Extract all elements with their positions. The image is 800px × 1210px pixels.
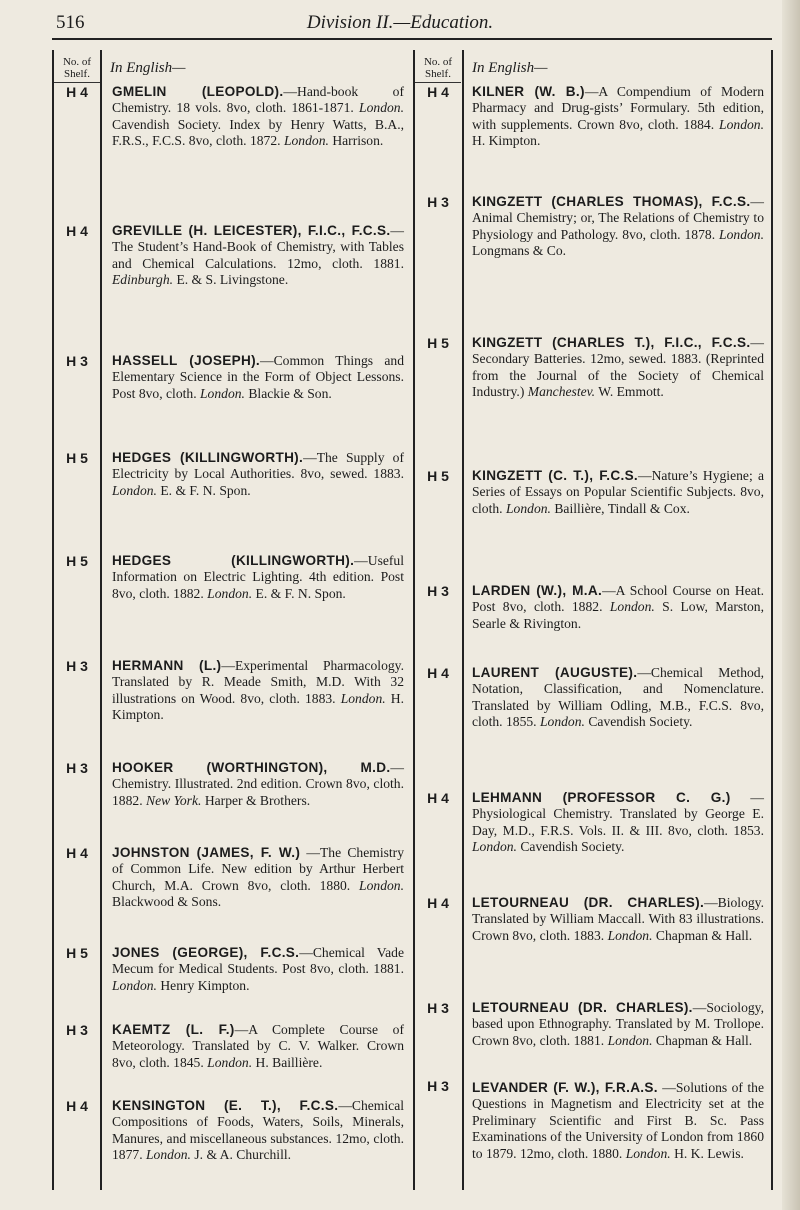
entry-text: —Chemical Vade Mecum for Medical Students. Post 8vo, cloth. 1881. <box>112 945 404 977</box>
header-rule <box>52 38 772 40</box>
entry-heading: JOHNSTON (JAMES, F. W.) <box>112 845 301 860</box>
entry-text: —Useful Information on Electric Lighting. 4th edition. Post 8vo, cloth. 1882. <box>112 553 404 601</box>
shelf-mark: H 4 <box>66 223 88 239</box>
entry-publisher: Cavendish Society. Index by Henry Watts, B.A., F.R.S., F.C.S. 8vo, cloth. 1872. <box>112 116 404 149</box>
catalogue-entry <box>112 1098 404 1164</box>
entry-text: —Common Things and Elementary Science in the Form of Object Lessons. Post 8vo, cloth. <box>112 353 405 401</box>
entry-heading: LETOURNEAU (DR. CHARLES). <box>472 895 705 910</box>
shelf-mark: H 4 <box>427 790 449 806</box>
entry-place: London. <box>719 116 764 132</box>
entry-text: —Experimental Pharmacology. Translated by R. Meade Smith, M.D. With 32 illustrations on Wood. 8vo, cloth. 1883. <box>112 658 404 706</box>
catalogue-entry <box>112 84 404 150</box>
entry-heading: HASSELL (JOSEPH). <box>112 353 260 368</box>
catalogue-entry <box>112 845 404 911</box>
entry-publisher: H. Kimpton. <box>472 133 541 149</box>
catalogue-entry <box>112 658 404 724</box>
page-number: 516 <box>56 12 85 33</box>
shelf-mark: H 3 <box>427 194 449 210</box>
entry-publisher: W. Emmott. <box>598 384 664 400</box>
catalogue-entry <box>112 553 404 602</box>
right-shelf-rule <box>462 50 464 1190</box>
entry-place: London. <box>200 385 245 401</box>
shelf-mark: H 3 <box>427 583 449 599</box>
catalogue-entry <box>112 1022 404 1071</box>
shelf-mark: H 3 <box>427 1078 449 1094</box>
catalogue-entry <box>112 760 404 809</box>
shelf-mark: H 3 <box>66 658 88 674</box>
entry-publisher: Blackie & Son. <box>248 385 332 401</box>
entry-place: London. <box>340 690 386 706</box>
entry-text: —The Supply of Electricity by Local Authorities. 8vo, sewed. 1883. <box>112 450 404 482</box>
entry-publisher: Cavendish Society. <box>588 714 693 730</box>
shelf-mark: H 3 <box>66 353 88 369</box>
shelf-column-header-right: No. of Shelf. <box>423 56 453 80</box>
entry-text: —A School Course on Heat. Post 8vo, cloth. 1882. <box>472 583 764 615</box>
entry-text: —Nature’s Hygiene; a Series of Essays on Popular Scientific Subjects. 8vo, cloth. <box>472 468 764 516</box>
entry-place: London. <box>359 877 404 893</box>
shelf-mark: H 5 <box>66 945 88 961</box>
entry-publisher: S. Low, Marston, Searle & Rivington. <box>472 599 764 631</box>
entry-heading: LEHMANN (PROFESSOR C. G.) <box>472 790 731 805</box>
shelf-mark: H 4 <box>66 84 88 100</box>
catalogue-entry <box>112 945 404 994</box>
entry-place: London. <box>539 714 585 730</box>
shelf-mark: H 5 <box>427 335 449 351</box>
entry-text: —Hand-book of Chemistry. 18 vols. 8vo, cloth. 1861-1871. <box>112 84 404 116</box>
entry-text: —Secondary Batteries. 12mo, sewed. 1883. (Reprinted from the Journal of the Society of Chemical Industry.) <box>472 335 764 400</box>
shelf-mark: H 4 <box>427 84 449 100</box>
entry-text: —Chemistry. Illustrated. 2nd edition. Crown 8vo, cloth. 1882. <box>112 760 404 808</box>
entry-publisher: Henry Kimpton. <box>160 977 250 993</box>
catalogue-entry <box>472 468 764 517</box>
entry-publisher: E. & S. Livingstone. <box>176 272 289 288</box>
entry-heading: GREVILLE (H. LEICESTER), F.I.C., F.C.S. <box>112 223 391 238</box>
entry-publisher: Blackwood & Sons. <box>112 894 222 910</box>
catalogue-entry <box>472 895 764 944</box>
entry-heading: LARDEN (W.), M.A. <box>472 583 603 598</box>
running-title: Division II.—Education. <box>306 12 494 33</box>
entry-publisher: Chapman & Hall. <box>655 1032 753 1048</box>
entry-place: Manchestev. <box>527 384 596 400</box>
catalogue-entry <box>472 335 764 401</box>
right-outer-rule <box>771 50 773 1190</box>
entry-text: —Biology. Translated by William Maccall. With 83 illustrations. Crown 8vo, cloth. 1883. <box>472 895 764 943</box>
entry-publisher: E. & F. N. Spon. <box>160 482 251 498</box>
entry-place: London. <box>359 100 404 116</box>
entry-heading: KAEMTZ (L. F.) <box>112 1022 235 1037</box>
entry-text: —A Compendium of Modern Pharmacy and Drug-gists’ Formulary. 5th edition, with supplements. Crown 8vo, cloth. 1884. <box>472 84 764 132</box>
entry-heading: KINGZETT (CHARLES T.), F.I.C., F.C.S. <box>472 335 751 350</box>
entry-place: London. <box>207 585 253 601</box>
entry-text: —Animal Chemistry; or, The Relations of Chemistry to Physiology and Pathology. 8vo, cloth. 1878. <box>472 194 764 242</box>
entry-place: London. <box>607 927 653 943</box>
entry-heading: HERMANN (L.) <box>112 658 222 673</box>
entry-place: London. <box>283 133 329 149</box>
section-header-right: In English— <box>472 60 548 76</box>
entry-heading: GMELIN (LEOPOLD). <box>112 84 284 99</box>
catalogue-entry <box>112 353 404 402</box>
shelf-mark: H 4 <box>66 1098 88 1114</box>
shelf-header-rule-right <box>415 82 461 83</box>
entry-heading: JONES (GEORGE), F.C.S. <box>112 945 300 960</box>
shelf-mark: H 5 <box>427 468 449 484</box>
entry-publisher: J. & A. Churchill. <box>194 1147 292 1163</box>
shelf-mark: H 3 <box>66 760 88 776</box>
center-rule <box>413 50 415 1190</box>
entry-publisher: H. K. Lewis. <box>674 1145 744 1161</box>
entry-text: —Chemical Method, Notation, Classification, and Nomenclature. Translated by William Odling, M.B., F.C.S. 8vo, cloth. 1855. <box>472 665 764 730</box>
entry-text: —The Student’s Hand-Book of Chemistry, with Tables and Chemical Calculations. 12mo, cloth. 1881. <box>112 223 404 271</box>
entry-text: —The Chemistry of Common Life. New edition by Arthur Herbert Church, M.A. Crown 8vo, cloth. 1880. <box>112 845 404 893</box>
entry-place: London. <box>112 977 157 993</box>
entry-place: New York. <box>146 792 202 808</box>
entry-place: London. <box>625 1145 671 1161</box>
shelf-mark: H 5 <box>66 553 88 569</box>
entry-place: London. <box>472 839 517 855</box>
entry-heading: LEVANDER (F. W.), F.R.A.S. <box>472 1080 658 1095</box>
entry-publisher: Harper & Brothers. <box>204 792 311 808</box>
entry-place: London. <box>506 500 551 516</box>
shelf-mark: H 4 <box>427 895 449 911</box>
entry-heading: KENSINGTON (E. T.), F.C.S. <box>112 1098 339 1113</box>
section-header-left: In English— <box>110 60 186 76</box>
entry-heading: KINGZETT (C. T.), F.C.S. <box>472 468 639 483</box>
entry-heading: HOOKER (WORTHINGTON), M.D. <box>112 760 391 775</box>
entry-publisher: Longmans & Co. <box>472 243 567 259</box>
entry-text: —Sociology, based upon Ethnography. Translated by M. Trollope. Crown 8vo, cloth. 1881. <box>472 1000 764 1048</box>
entry-text: —Solutions of the Questions in Magnetism and Electricity set at the Preliminary Scientific and First B. Sc. Pass Examinations of the University of London from 1860 to 1879. 12mo, cloth. 1880. <box>472 1080 764 1161</box>
entry-place: London. <box>112 482 157 498</box>
entry-publisher: E. & F. N. Spon. <box>255 585 346 601</box>
catalogue-entry <box>112 450 404 499</box>
entry-heading: HEDGES (KILLINGWORTH). <box>112 553 355 568</box>
entry-place: London. <box>207 1054 253 1070</box>
entry-text: — Physiological Chemistry. Translated by George E. Day, M.D., F.R.S. Vols. II. & III. 8vo, cloth. 1853. <box>472 790 764 838</box>
entry-publisher: Baillière, Tindall & Cox. <box>554 500 690 516</box>
left-outer-rule <box>52 50 54 1190</box>
catalogue-entry <box>112 223 404 289</box>
entry-publisher: Chapman & Hall. <box>655 927 753 943</box>
catalogue-entry <box>472 790 764 856</box>
catalogue-entry <box>472 84 764 150</box>
page-edge <box>782 0 800 1210</box>
entry-place: London. <box>719 226 764 242</box>
entry-heading: KINGZETT (CHARLES THOMAS), F.C.S. <box>472 194 751 209</box>
shelf-mark: H 4 <box>66 845 88 861</box>
entry-heading: HEDGES (KILLINGWORTH). <box>112 450 304 465</box>
entry-publisher: H. Kimpton. <box>112 690 404 723</box>
entry-heading: LAURENT (AUGUSTE). <box>472 665 638 680</box>
shelf-header-rule-left <box>54 82 100 83</box>
entry-publisher: Cavendish Society. <box>520 839 625 855</box>
entry-publisher: Harrison. <box>332 133 384 149</box>
shelf-mark: H 3 <box>427 1000 449 1016</box>
catalogue-entry <box>472 583 764 632</box>
catalogue-entry <box>472 665 764 731</box>
entry-place: London. <box>609 599 655 615</box>
entry-heading: KILNER (W. B.) <box>472 84 585 99</box>
entry-heading: LETOURNEAU (DR. CHARLES). <box>472 1000 693 1015</box>
shelf-column-header-left: No. of Shelf. <box>62 56 92 80</box>
shelf-mark: H 4 <box>427 665 449 681</box>
catalogue-entry <box>472 194 764 260</box>
shelf-mark: H 3 <box>66 1022 88 1038</box>
shelf-mark: H 5 <box>66 450 88 466</box>
entry-text: —A Complete Course of Meteorology. Translated by C. V. Walker. Crown 8vo, cloth. 1845. <box>112 1022 405 1070</box>
catalogue-entry <box>472 1080 764 1162</box>
entry-text: —Chemical Compositions of Foods, Waters, Soils, Minerals, Manures, and miscellaneous substances. 12mo, cloth. 1877. <box>112 1098 404 1163</box>
catalogue-entry <box>472 1000 764 1049</box>
entry-publisher: H. Baillière. <box>255 1054 323 1070</box>
entry-place: London. <box>146 1147 191 1163</box>
left-shelf-rule <box>100 50 102 1190</box>
entry-place: Edinburgh. <box>112 272 174 288</box>
entry-place: London. <box>607 1032 653 1048</box>
